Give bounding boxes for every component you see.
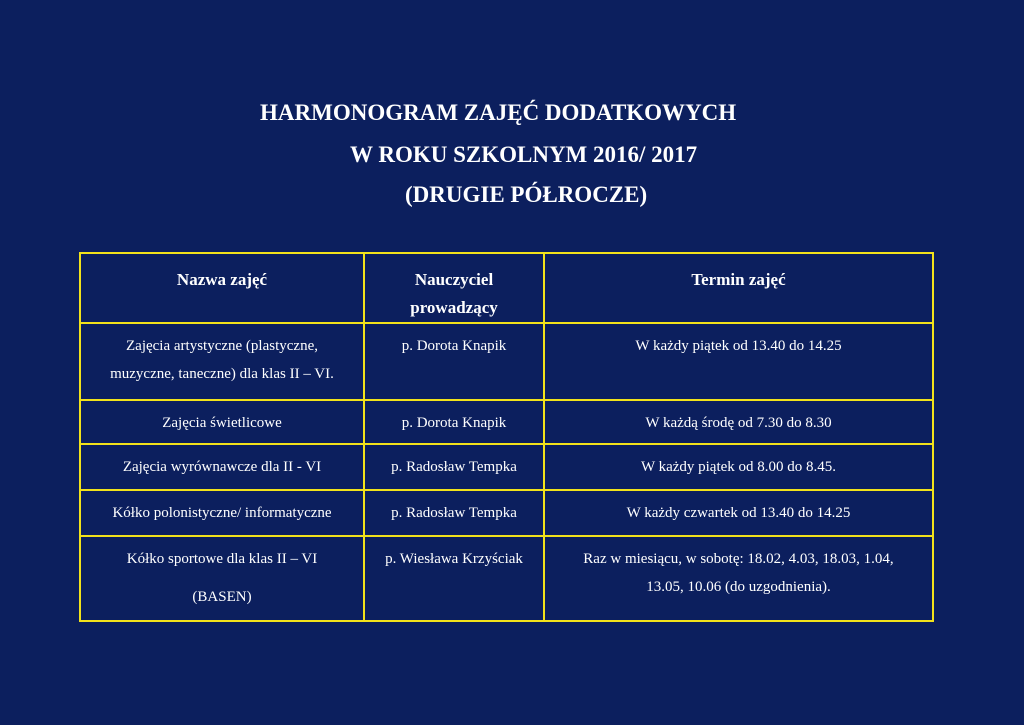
activity-name-line-1: Zajęcia artystyczne (plastyczne, [126, 338, 318, 354]
cell-teacher: p. Dorota Knapik [364, 400, 544, 444]
header-teacher [364, 253, 544, 323]
title-line-1: HARMONOGRAM ZAJĘĆ DODATKOWYCH [260, 100, 737, 125]
cell-teacher: p. Wiesława Krzyściak [364, 536, 544, 621]
cell-activity-name: Kółko polonistyczne/ informatyczne [80, 490, 364, 536]
schedule-table [79, 252, 934, 622]
table-header-row [80, 253, 933, 323]
activity-name-line-2: muzyczne, taneczne) dla klas II – VI. [110, 366, 334, 382]
table-row [80, 490, 933, 536]
activity-name-line-1: Kółko sportowe dla klas II – VI [126, 551, 318, 567]
cell-term: W każdą środę od 7.30 do 8.30 [544, 400, 933, 444]
header-teacher-line-1: Nauczyciel [414, 270, 494, 289]
table-row [80, 444, 933, 490]
term-line-2: 13.05, 10.06 (do uzgodnienia). [646, 579, 831, 595]
table-row [80, 323, 933, 400]
activity-name-line-2: (BASEN) [192, 589, 252, 605]
cell-activity-name: Zajęcia wyrównawcze dla II - VI [80, 444, 364, 490]
header-term: Termin zajęć [544, 253, 933, 323]
table-row [80, 400, 933, 444]
title-line-2: W ROKU SZKOLNYM 2016/ 2017 [350, 142, 698, 167]
header-activity-name: Nazwa zajęć [80, 253, 364, 323]
cell-term: W każdy piątek od 13.40 do 14.25 [544, 323, 933, 400]
cell-activity-name [80, 536, 364, 621]
cell-teacher: p. Dorota Knapik [364, 323, 544, 400]
cell-term [544, 536, 933, 621]
cell-teacher: p. Radosław Tempka [364, 490, 544, 536]
cell-term: W każdy czwartek od 13.40 do 14.25 [544, 490, 933, 536]
table-row [80, 536, 933, 621]
cell-activity-name: Zajęcia świetlicowe [80, 400, 364, 444]
cell-teacher: p. Radosław Tempka [364, 444, 544, 490]
header-teacher-line-2: prowadzący [410, 298, 498, 317]
term-line-1: Raz w miesiącu, w sobotę: 18.02, 4.03, 18.03, 1.04, [583, 551, 894, 567]
cell-activity-name [80, 323, 364, 400]
title-line-3: (DRUGIE PÓŁROCZE) [405, 182, 648, 207]
cell-term: W każdy piątek od 8.00 do 8.45. [544, 444, 933, 490]
line-spacer [85, 573, 359, 583]
